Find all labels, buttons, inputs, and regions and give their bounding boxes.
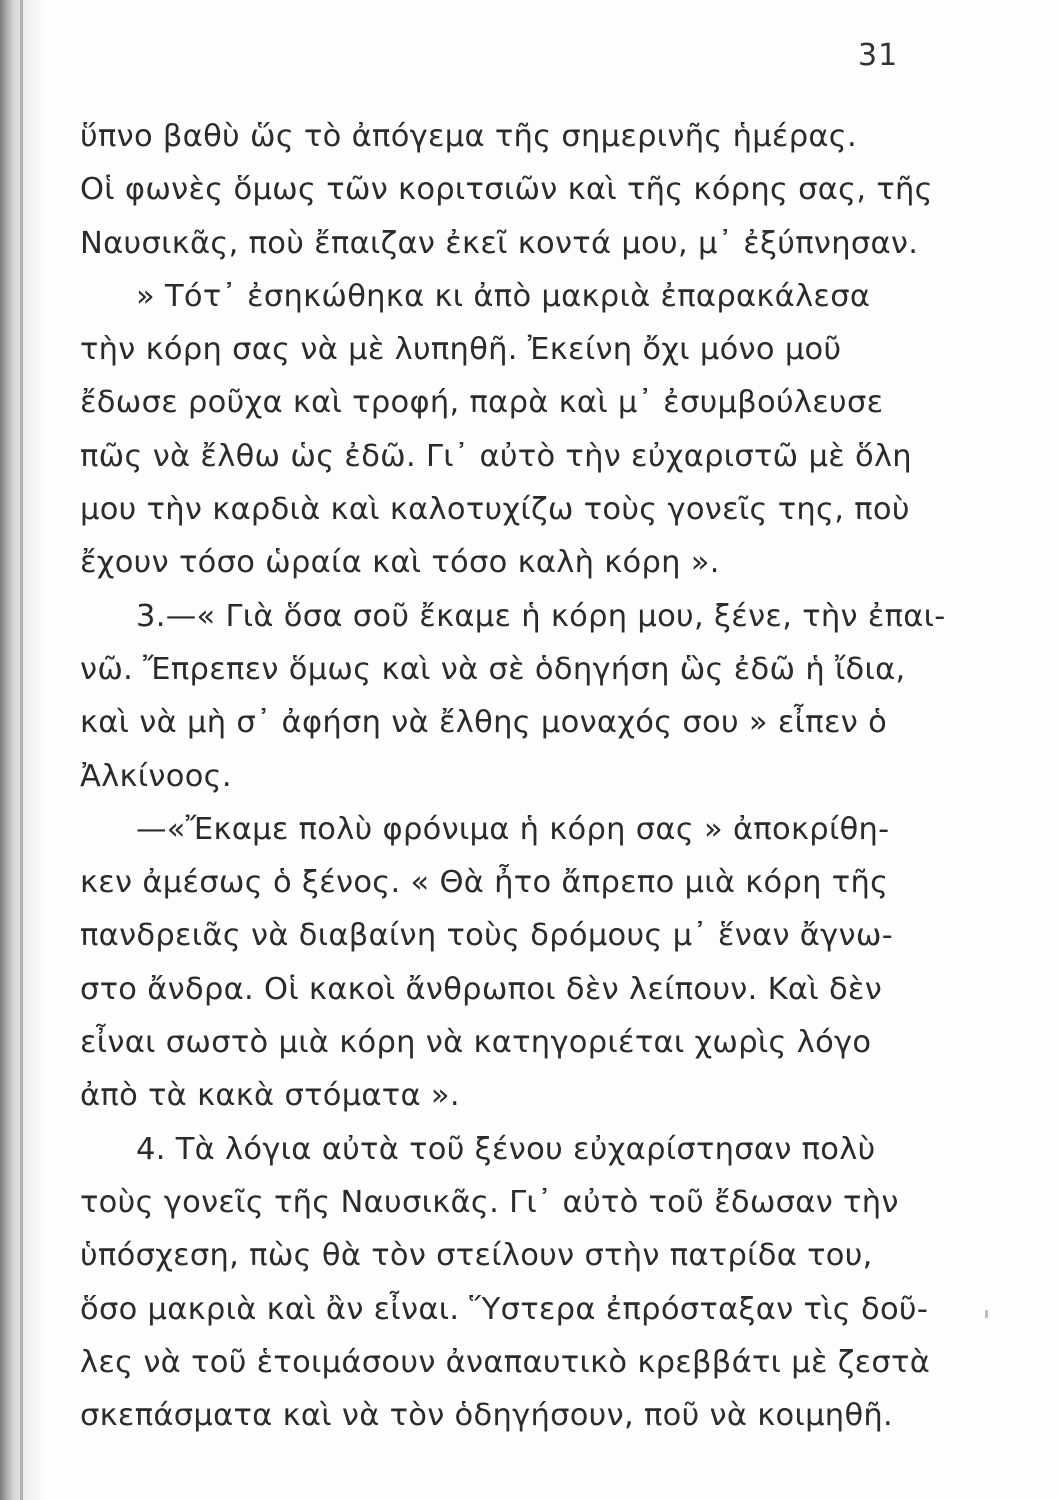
text-line: ἔδωσε ροῦχα καὶ τροφή, παρὰ καὶ μ᾽ ἐσυμβούλευσε <box>80 385 884 421</box>
text-line: Ναυσικᾶς, ποὺ ἔπαιζαν ἐκεῖ κοντά μου, μ᾽ ἐξύπνησαν. <box>80 225 919 261</box>
text-line: καὶ νὰ μὴ σ᾽ ἀφήση νὰ ἔλθης μοναχός σου » εἶπεν ὁ <box>80 705 888 741</box>
body-text <box>80 110 946 1442</box>
text-line: σκεπάσματα καὶ νὰ τὸν ὁδηγήσουν, ποῦ νὰ κοιμηθῆ. <box>80 1398 894 1434</box>
text-line: στο ἄνδρα. Οἱ κακοὶ ἄνθρωποι δὲν λείπουν. Καὶ δὲν <box>80 971 883 1007</box>
text-line: ἀπὸ τὰ κακὰ στόματα ». <box>80 1078 460 1114</box>
text-line: ἔχουν τόσο ὡραία καὶ τόσο καλὴ κόρη ». <box>80 545 720 581</box>
text-line: τοὺς γονεῖς τῆς Ναυσικᾶς. Γι᾽ αὐτὸ τοῦ ἔδωσαν τὴν <box>80 1184 899 1220</box>
text-line: Οἱ φωνὲς ὅμως τῶν κοριτσιῶν καὶ τῆς κόρης σας, τῆς <box>80 172 933 208</box>
text-line: κεν ἀμέσως ὁ ξένος. « Θὰ ἦτο ἄπρεπο μιὰ κόρη τῆς <box>80 865 889 901</box>
text-line: εἶναι σωστὸ μιὰ κόρη νὰ κατηγοριέται χωρὶς λόγο <box>80 1025 872 1061</box>
page-number: 31 <box>858 38 899 73</box>
text-line: λες νὰ τοῦ ἑτοιμάσουν ἀναπαυτικὸ κρεββάτι μὲ ζεστὰ <box>80 1344 931 1380</box>
text-line: —«Ἔκαμε πολὺ φρόνιμα ἡ κόρη σας » ἀποκρίθη- <box>136 811 890 847</box>
text-line: πανδρειᾶς νὰ διαβαίνη τοὺς δρόμους μ᾽ ἕναν ἄγνω- <box>80 918 894 954</box>
binding-shadow <box>0 0 48 1500</box>
text-line: ὅσο μακριὰ καὶ ἂν εἶναι. Ὕστερα ἐπρόσταξαν τὶς δοῦ- <box>80 1291 929 1327</box>
text-line: μου τὴν καρδιὰ καὶ καλοτυχίζω τοὺς γονεῖς της, ποὺ <box>80 492 910 528</box>
text-line: 3.—« Γιὰ ὅσα σοῦ ἔκαμε ἡ κόρη μου, ξένε, τὴν ἐπαι- <box>136 598 946 634</box>
text-line: ὕπνο βαθὺ ὥς τὸ ἀπόγεμα τῆς σημερινῆς ἡμέρας. <box>80 119 857 154</box>
binding-edge <box>20 0 23 1500</box>
text-line: ὑπόσχεση, πὼς θὰ τὸν στείλουν στὴν πατρίδα του, <box>80 1238 873 1274</box>
text-line: νῶ. Ἔπρεπεν ὅμως καὶ νὰ σὲ ὁδηγήση ὣς ἐδῶ ἡ ἴδια, <box>80 651 906 687</box>
text-line: » Τότ᾽ ἐσηκώθηκα κι ἀπὸ μακριὰ ἐπαρακάλεσα <box>136 278 871 314</box>
text-line: Ἀλκίνοος. <box>80 758 232 794</box>
text-line: 4. Τὰ λόγια αὐτὰ τοῦ ξένου εὐχαρίστησαν πολὺ <box>136 1131 876 1167</box>
print-speck <box>985 1310 988 1318</box>
text-line: τὴν κόρη σας νὰ μὲ λυπηθῆ. Ἐκείνη ὄχι μόνο μοῦ <box>80 332 842 368</box>
text-line: πῶς νὰ ἔλθω ὡς ἐδῶ. Γι᾽ αὐτὸ τὴν εὐχαριστῶ μὲ ὅλη <box>80 438 912 474</box>
